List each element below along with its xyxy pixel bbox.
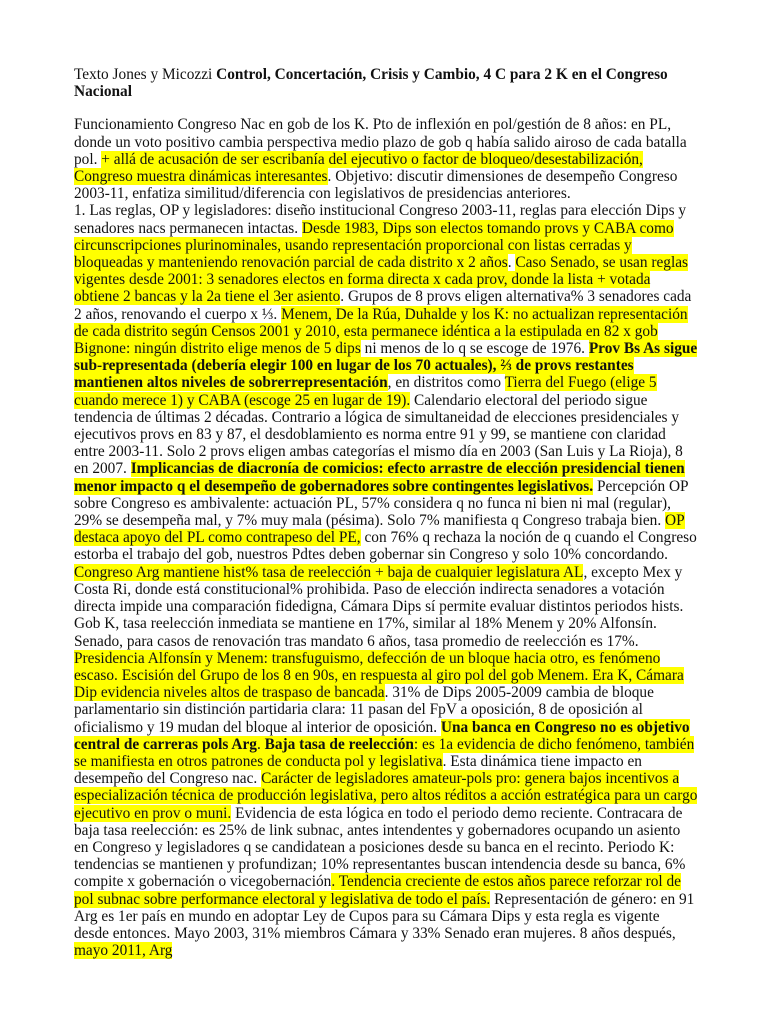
body-text: , excepto Mex y Costa Ri, donde está constitucional% prohibida. Paso de elección indirecta senadores a votación directa impide una comparación fidedigna, Cámara Dips sí permite evaluar distintos periodos hists. Gob K, tasa reelección inmediata se mantiene en 17%, similar al 18% Menem y 20% Alfonsín. Senado, para casos de renovación tras mandato 6 años, tasa promedio de reelección es 17%. xyxy=(74,563,684,650)
title-main: Control, Concertación, Crisis y Cambio, 4 C para 2 K en el Congreso Nacional xyxy=(74,66,668,101)
highlighted-text: Tierra del Fuego (elige 5 cuando merece 1) y CABA (escoge 25 en lugar de 19). xyxy=(74,374,657,409)
paragraph-reglas xyxy=(74,202,698,959)
highlighted-text: Una banca en Congreso no es objetivo central de carreras pols Arg xyxy=(74,718,690,753)
body-text: Calendario electoral del periodo sigue tendencia de últimas 2 décadas. Contrario a lógica de simultaneidad de elecciones presidenciales y ejecutivos provs en 83 y 87, el desdoblamiento es norma entre 91 y 99, se mantiene con claridad entre 2003-11. Solo 2 provs eligen ambas categorías el mismo día en 2003 (San Luis y La Rioja), 8 en 2007. xyxy=(74,391,683,478)
highlighted-text: Implicancias de diacronía de comicios: efecto arrastre de elección presidencial tienen menor impacto q el desempeño de gobernadores sobre contingentes legislativos. xyxy=(74,460,685,495)
highlighted-text: Congreso Arg mantiene hist% tasa de reelección + baja de cualquier legislatura AL xyxy=(74,563,584,581)
body-text: . Grupos de 8 provs eligen alternativa% 3 senadores cada 2 años, renovando el cuerpo x ⅓. xyxy=(74,288,692,323)
highlighted-text: . Tendencia creciente de estos años parece reforzar rol de pol subnac sobre performance electoral y legislativa de todo el país. xyxy=(74,873,681,908)
highlighted-text: . xyxy=(256,735,265,753)
highlighted-text: Caso Senado, se usan reglas vigentes desde 2001: 3 senadores electos en forma directa x cada prov, donde la lista + votada obtiene 2 bancas y la 2a tiene el 3er asiento xyxy=(74,254,689,306)
body-text: . 31% de Dips 2005-2009 cambia de bloque parlamentario sin distinción partidaria clara: 11 pasan del FpV a oposición, 8 de oposición al oficialismo y 19 mudan del bloque al interior de oposición. xyxy=(74,684,654,736)
body-text: . Objetivo: discutir dimensiones de desempeño Congreso 2003-11, enfatiza similitud/diferencia con legislativos de presidencias anteriores. xyxy=(74,168,678,203)
highlighted-text: Menem, De la Rúa, Duhalde y los K: no actualizan representación de cada distrito según Censos 2001 y 2010, esta permanece idéntica a la estipulada en 82 x gob Bignone: ningún distrito elige menos de 5 dips xyxy=(74,305,688,358)
body-text: ni menos de lo q se escoge de 1976. xyxy=(360,340,589,358)
body-text: . Esta dinámica tiene impacto en desempeño del Congreso nac. xyxy=(74,752,642,788)
highlighted-text: + allá de acusación de ser escribanía del ejecutivo o factor de bloqueo/desestabilización, Congreso muestra dinámicas interesantes xyxy=(74,150,643,186)
highlighted-text: Presidencia Alfonsín y Menem: transfuguismo, defección de un bloque hacia otro, es fenómeno escaso. Escisión del Grupo de los 8 en 90s, en respuesta al giro pol del gob Menem. Era K, Cámara Dip evidencia niveles altos de traspaso de bancada xyxy=(74,649,684,702)
highlighted-text: Carácter de legisladores amateur-pols pro: genera bajos incentivos a especialización técnica de producción legislativa, pero altos réditos a acción estratégica para un cargo ejecutivo en prov o muni. xyxy=(74,770,698,822)
body-text: , en distritos como xyxy=(387,374,505,392)
highlighted-text: OP destaca apoyo del PL como contrapeso del PE, xyxy=(74,512,685,547)
highlighted-text: : es 1a evidencia de dicho fenómeno, también se manifiesta en otros patrones de conducta pol y legislativa xyxy=(74,735,695,770)
highlighted-text: mayo 2011, Arg xyxy=(74,942,173,960)
title-prefix: Texto Jones y Micozzi xyxy=(74,66,217,83)
body-text: 1. Las reglas, OP y legisladores: diseño institucional Congreso 2003-11, reglas para elección Dips y senadores nacs permanecen intactas. xyxy=(74,202,687,237)
highlighted-text: Prov Bs As sigue sub-representada (debería elegir 100 en lugar de los 70 actuales), ⅔ de provs restantes mantienen altos niveles de sobrerrepresentación xyxy=(74,340,698,392)
highlighted-text: Baja tasa de reelección xyxy=(264,735,414,753)
body-text: Funcionamiento Congreso Nac en gob de los K. Pto de inflexión en pol/gestión de 8 años: en PL, donde un voto positivo cambia perspectiva medio plazo de gob q había salido airoso de cada batalla pol. xyxy=(74,116,687,168)
body-text: Representación de género: en 91 Arg es 1er país en mundo en adoptar Ley de Cupos para su Cámara Dips y esta regla es vigente desde entonces. Mayo 2003, 31% miembros Cámara y 33% Senado eran mujeres. 8 años después, xyxy=(74,890,695,942)
body-text: Percepción OP sobre Congreso es ambivalente: actuación PL, 57% considera q no funca ni bien ni mal (regular), 29% se desempeña mal, y 7% muy mala (pésima). Solo 7% manifiesta q Congreso trabaja bien. xyxy=(74,477,689,530)
highlighted-text: Desde 1983, Dips son electos tomando provs y CABA como circunscripciones plurinominales, usando representación proporcional con listas cerradas y bloqueadas y manteniendo renovación parcial de cada distrito x 2 años xyxy=(74,219,674,272)
body-text: Evidencia de esta lógica en todo el periodo demo reciente. Contracara de baja tasa reelección: es 25% de link subnac, antes intendentes y gobernadores ocupando un asiento en Congreso y legisladores q se candidatean a posiciones desde su banca en el recinto. Periodo K: tendencias se mantienen y profundizan; 10% representantes buscan intendencia desde su banca, 6% compite x gobernación o vicegobernación xyxy=(74,804,686,891)
body-text: con 76% q rechaza la noción de q cuando el Congreso estorba el trabajo del gob, nuestros Pdtes deben gobernar sin Congreso y solo 10% concordando. xyxy=(74,529,697,564)
document-title xyxy=(74,66,698,100)
body-text: . xyxy=(507,254,516,272)
paragraph-intro xyxy=(74,116,698,202)
